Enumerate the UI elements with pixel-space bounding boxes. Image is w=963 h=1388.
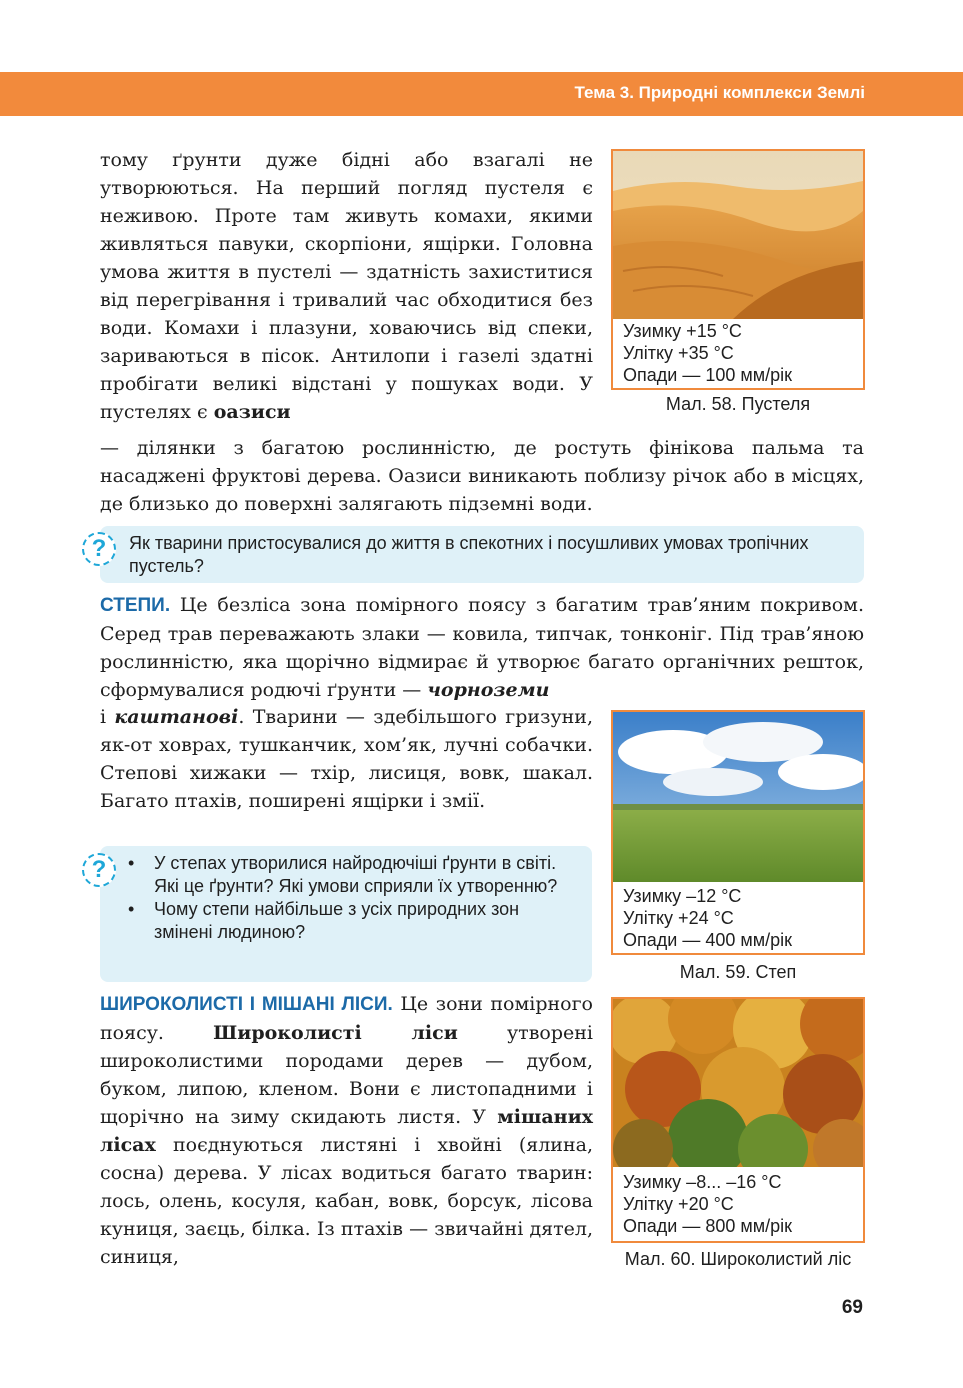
climate-data bbox=[623, 320, 792, 386]
steppe-paragraph bbox=[100, 591, 864, 704]
steppe-heading: СТЕПИ. bbox=[100, 595, 171, 616]
term-oasis: оазиси bbox=[213, 401, 291, 423]
question-icon: ? bbox=[82, 853, 116, 887]
page-number: 69 bbox=[841, 1297, 863, 1318]
question-box bbox=[100, 526, 864, 583]
question-icon: ? bbox=[82, 532, 116, 566]
forest-text-3: поєднуються листяні і хвойні (ялина, сосна) дерева. У лісах водиться багато тварин: лось, олень, косуля, кабан, вовк, борсук, лісова куниця, заєць, білка. Із птахів — звичайні дятел, синиця, bbox=[100, 1134, 593, 1268]
forest-text-2: утворені широколистими породами дерев — дубом, буком, липою, кленом. Вони є листопадними і щорічно на зиму скидають листя. У bbox=[100, 1022, 593, 1128]
forest-photo bbox=[613, 999, 863, 1167]
climate-data bbox=[623, 885, 792, 951]
winter-temp: Узимку –8... –16 °C bbox=[623, 1172, 782, 1192]
desert-text-before: тому ґрунти дуже бідні або взагалі не утворюються. На перший погляд пустеля є неживою. Проте там живуть комахи, якими живляться павуки, скорпіони, ящірки. Головна умова життя в пустелі — здатність захиститися від перегрівання і тривалий час обходитися без води. Комахи і плазуни, ховаючись від спеки, зариваються в пісок. Антилопи і газелі здатні пробігати великі відстані у пошуках води. У пустелях є bbox=[100, 149, 593, 423]
precipitation: Опади — 800 мм/рік bbox=[623, 1216, 792, 1236]
precipitation: Опади — 100 мм/рік bbox=[623, 365, 792, 385]
precipitation: Опади — 400 мм/рік bbox=[623, 930, 792, 950]
question-item: • У степах утворилися найродючіші ґрунти в світі. Які це ґрунти? Які умови сприяли їх утворенню? bbox=[124, 852, 582, 898]
question-box bbox=[100, 846, 592, 982]
desert-text-after: — ділянки з багатою рослинністю, де ростуть фінікова пальма та насаджені фруктові дерева. Оазиси виникають поблизу річок або в місцях, де близько до поверхні залягають підземні води. bbox=[100, 437, 864, 515]
forest-text-1: Це зони помірного поясу. bbox=[100, 993, 593, 1044]
topic-header-bar bbox=[0, 72, 963, 116]
desert-photo bbox=[613, 151, 863, 319]
figure-forest bbox=[611, 997, 865, 1243]
term-mixed-forests: мішаних лісах bbox=[100, 1106, 593, 1156]
term-broadleaf-forests: Широколисті ліси bbox=[213, 1022, 458, 1044]
term-kashtanovi: каштанові bbox=[114, 706, 239, 728]
term-chornozemy: чорноземи bbox=[427, 679, 550, 701]
steppe-paragraph-continued bbox=[100, 703, 593, 815]
forest-heading: ШИРОКОЛИСТІ І МІШАНІ ЛІСИ. bbox=[100, 994, 393, 1015]
figure-desert bbox=[611, 149, 865, 390]
forest-paragraph bbox=[100, 990, 593, 1271]
figure-steppe bbox=[611, 710, 865, 955]
summer-temp: Улітку +35 °C bbox=[623, 343, 734, 363]
question-item: • Чому степи найбільше з усіх природних зон змінені людиною? bbox=[124, 898, 582, 944]
steppe-photo bbox=[613, 712, 863, 882]
steppe-text-1: Це безліса зона помірного поясу з багатим трав’яним покривом. Серед трав переважають злаки — ковила, типчак, тонконіг. Під трав’яною рослинністю, яка щорічно відмирає й утворює багато органічних решток, сформувалися родючі ґрунти — bbox=[100, 594, 864, 701]
question-text: Як тварини пристосувалися до життя в спекотних і посушливих умовах тропічних пустель? bbox=[129, 533, 809, 576]
topic-title: Тема 3. Природні комплекси Землі bbox=[574, 83, 865, 102]
figure-caption: Мал. 59. Степ bbox=[679, 962, 797, 982]
winter-temp: Узимку +15 °C bbox=[623, 321, 742, 341]
summer-temp: Улітку +24 °C bbox=[623, 908, 734, 928]
desert-paragraph-continued bbox=[100, 434, 864, 518]
figure-caption: Мал. 58. Пустеля bbox=[665, 394, 811, 414]
steppe-and: і bbox=[100, 706, 107, 728]
steppe-text-2: . Тварини — здебільшого гризуни, як-от ховрах, тушканчик, хом’як, лучні собачки. Степові хижаки — тхір, лисиця, вовк, шакал. Багато птахів, поширені ящірки і змії. bbox=[100, 706, 593, 812]
question-list bbox=[124, 852, 582, 944]
climate-data bbox=[623, 1171, 792, 1237]
desert-paragraph bbox=[100, 146, 593, 426]
figure-caption: Мал. 60. Широколистий ліс bbox=[624, 1249, 852, 1269]
winter-temp: Узимку –12 °C bbox=[623, 886, 742, 906]
summer-temp: Улітку +20 °C bbox=[623, 1194, 734, 1214]
